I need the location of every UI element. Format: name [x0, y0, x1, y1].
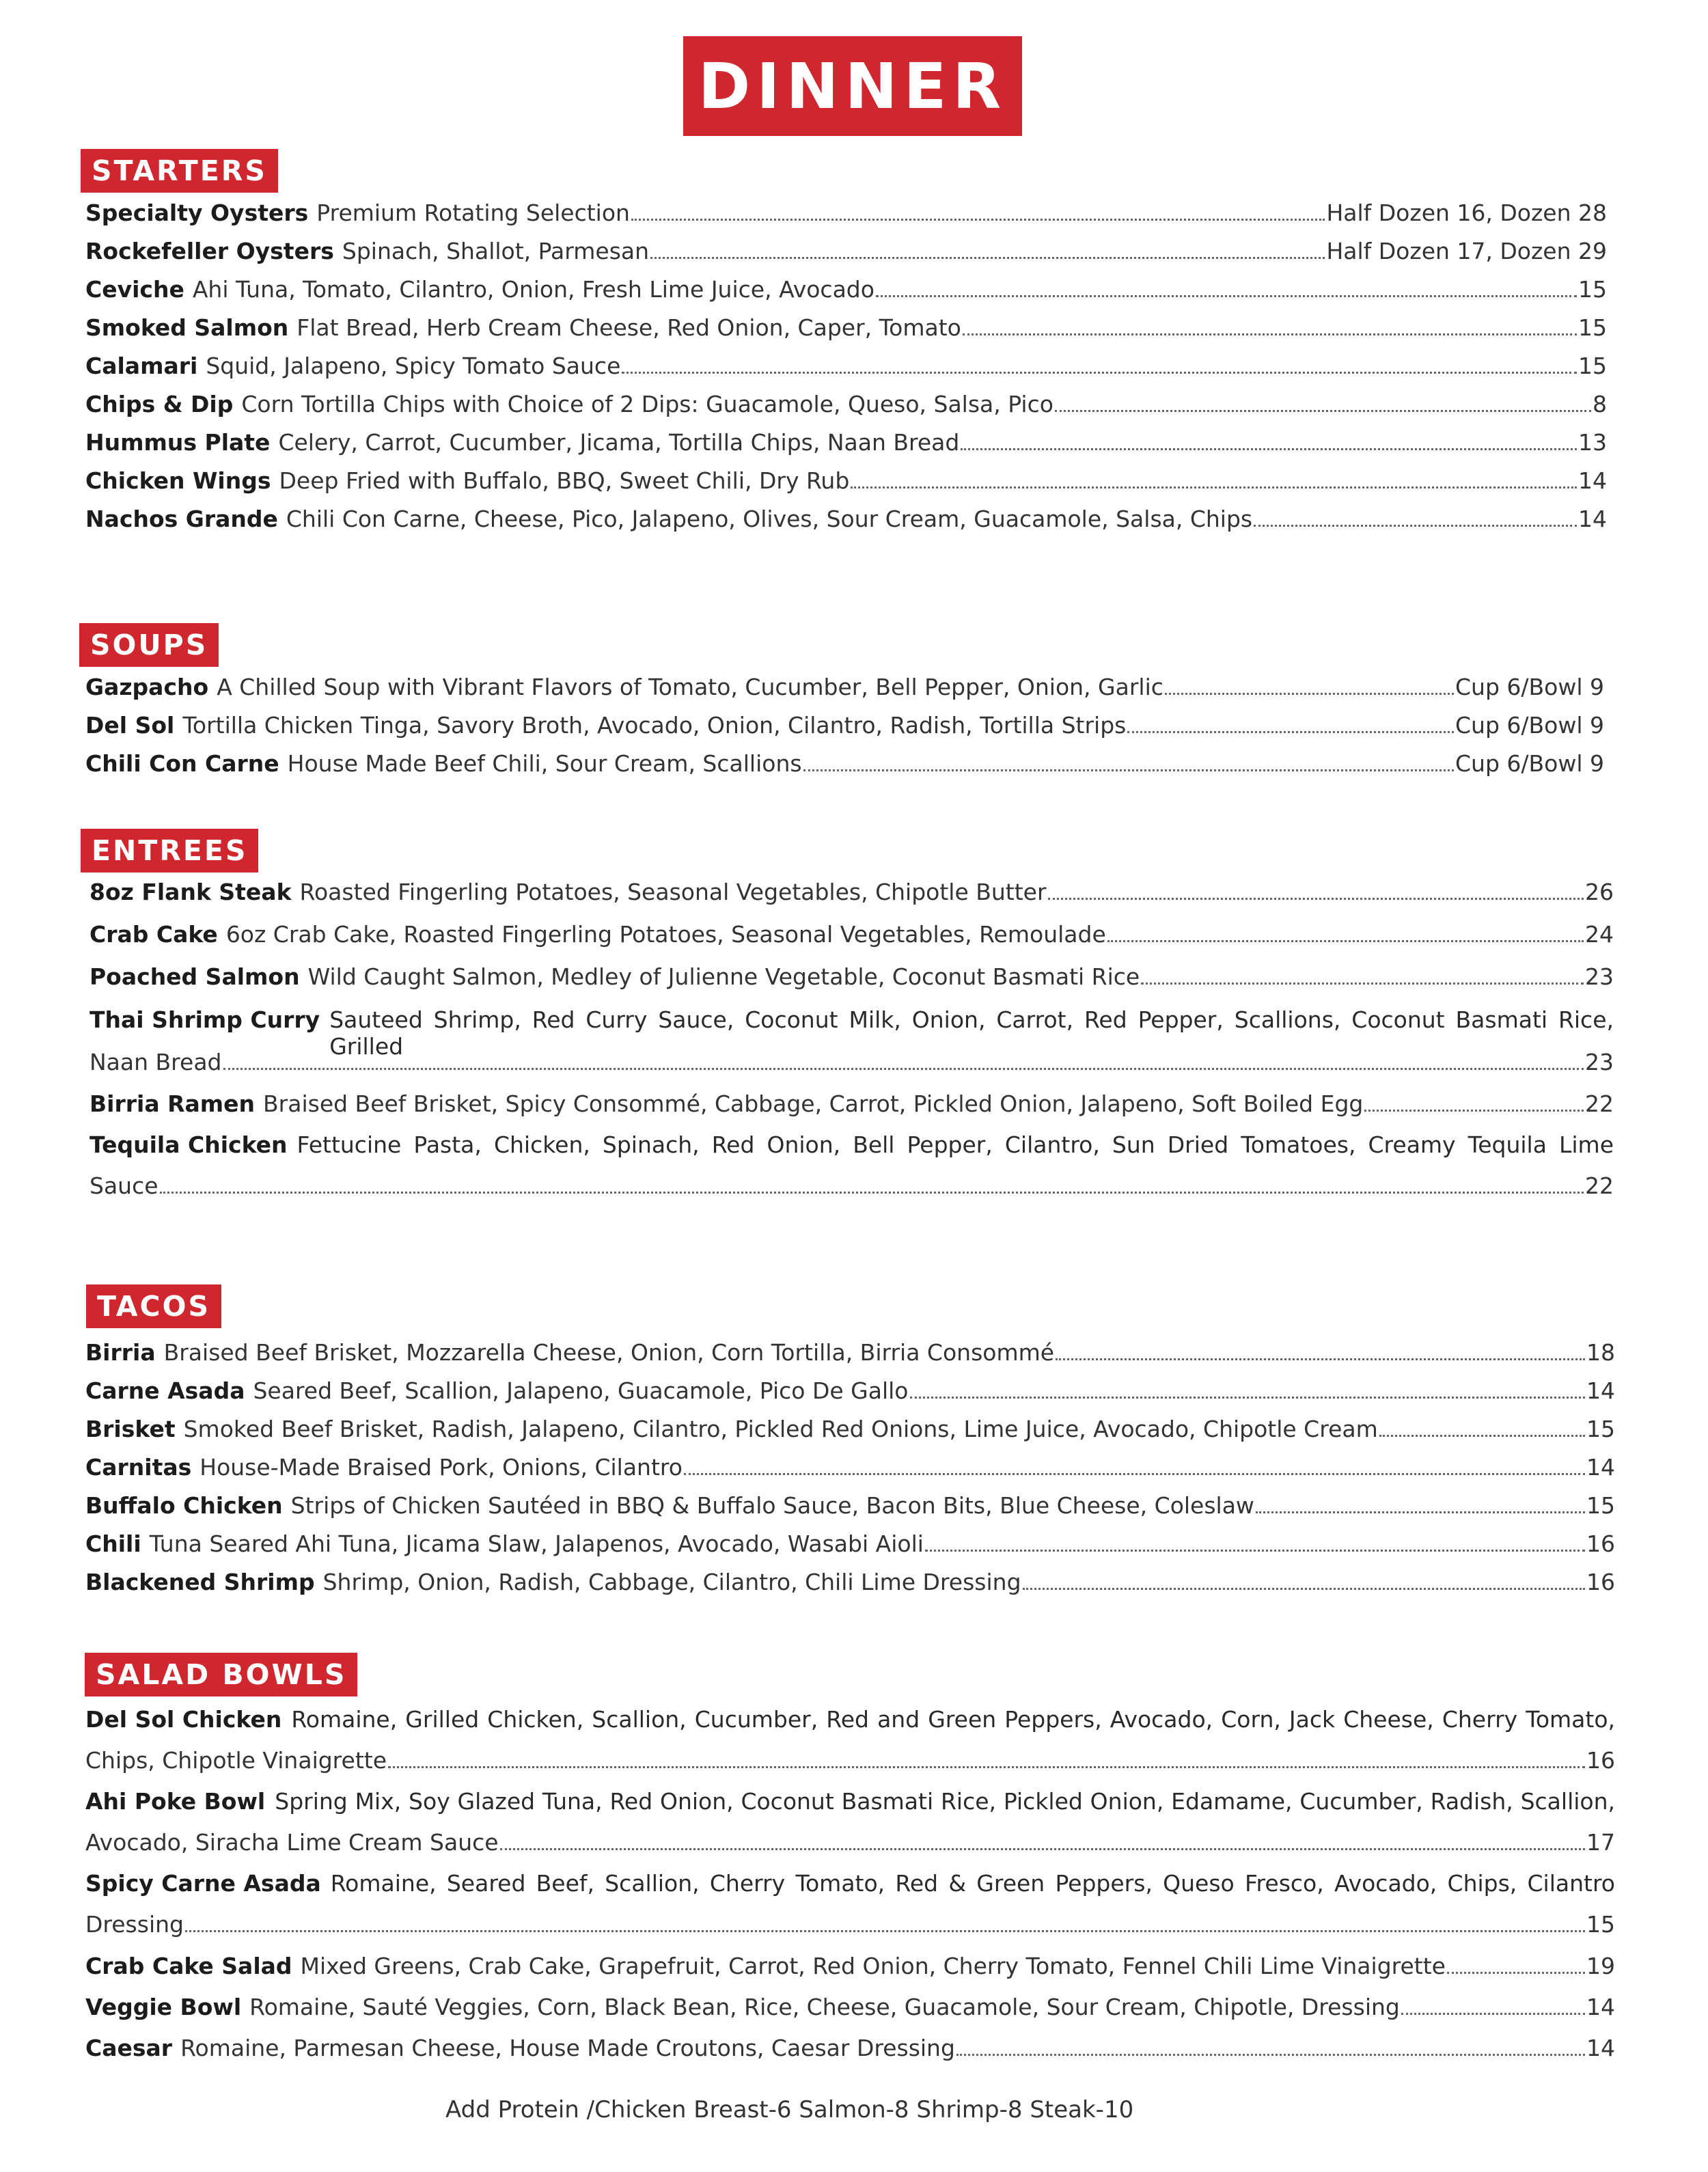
item-name: Ceviche — [85, 276, 184, 303]
item-name: Calamari — [85, 353, 198, 379]
menu-item-continued — [85, 1911, 1615, 1938]
menu-item — [85, 1377, 1615, 1404]
menu-item — [85, 1788, 1615, 1815]
item-name: Nachos Grande — [85, 506, 278, 532]
item-name: Chili Con Carne — [85, 750, 279, 777]
dot-leader — [1107, 940, 1584, 942]
item-description-continued: Avocado, Siracha Lime Cream Sauce — [85, 1829, 499, 1856]
item-price: 15 — [1578, 314, 1607, 341]
item-name: Specialty Oysters — [85, 200, 309, 226]
item-description: Spinach, Shallot, Parmesan — [342, 238, 650, 264]
item-price: 17 — [1586, 1829, 1615, 1856]
menu-item — [85, 314, 1607, 341]
item-name: Blackened Shrimp — [85, 1569, 315, 1595]
item-name: Birria — [85, 1339, 156, 1366]
dot-leader — [1127, 731, 1454, 733]
item-price: 13 — [1578, 429, 1607, 456]
menu-item — [85, 2035, 1615, 2061]
item-description: Roasted Fingerling Potatoes, Seasonal Vegetables, Chipotle Butter — [299, 879, 1047, 905]
dot-leader — [500, 1848, 1585, 1850]
item-description: Tortilla Chicken Tinga, Savory Broth, Avocado, Onion, Cilantro, Radish, Tortilla Strips — [182, 712, 1127, 739]
item-description: Braised Beef Brisket, Mozzarella Cheese, Onion, Corn Tortilla, Birria Consommé — [163, 1339, 1055, 1366]
dot-leader — [160, 1192, 1584, 1194]
item-description: Braised Beef Brisket, Spicy Consommé, Cabbage, Carrot, Pickled Onion, Jalapeno, Soft Boiled Egg — [263, 1090, 1364, 1117]
item-description: Seared Beef, Scallion, Jalapeno, Guacamole, Pico De Gallo — [253, 1377, 909, 1404]
item-price: 14 — [1578, 506, 1607, 532]
dot-leader — [1447, 1972, 1585, 1974]
menu-item — [85, 200, 1607, 226]
menu-item — [85, 1994, 1615, 2020]
item-name: Carnitas — [85, 1454, 192, 1481]
item-price: 16 — [1586, 1530, 1615, 1557]
item-price: 15 — [1578, 276, 1607, 303]
dot-leader — [961, 448, 1577, 450]
item-name: Carne Asada — [85, 1377, 245, 1404]
menu-item-continued — [89, 1172, 1614, 1199]
add-protein-note: Add Protein /Chicken Breast-6 Salmon-8 Shrimp-8 Steak-10 — [445, 2096, 1134, 2123]
menu-item — [85, 1530, 1615, 1557]
item-description: Spring Mix, Soy Glazed Tuna, Red Onion, Coconut Basmati Rice, Pickled Onion, Edamame, Cucumber, Radish, Scallion, — [275, 1788, 1615, 1815]
item-name: Ahi Poke Bowl — [85, 1788, 266, 1815]
item-description: Romaine, Sauté Veggies, Corn, Black Bean, Rice, Cheese, Guacamole, Sour Cream, Chipotle, Dressing — [249, 1994, 1400, 2020]
menu-item — [89, 1090, 1614, 1117]
item-price: 18 — [1586, 1339, 1615, 1366]
menu-item — [85, 712, 1604, 739]
item-price: 23 — [1585, 963, 1614, 990]
item-description: Romaine, Grilled Chicken, Scallion, Cucumber, Red and Green Peppers, Avocado, Corn, Jack Cheese, Cherry Tomato, — [291, 1706, 1615, 1733]
item-price: 16 — [1586, 1747, 1615, 1774]
dot-leader — [803, 769, 1454, 771]
item-price: Cup 6/Bowl 9 — [1455, 750, 1604, 777]
item-description: Strips of Chicken Sautéed in BBQ & Buffalo Sauce, Bacon Bits, Blue Cheese, Coleslaw — [290, 1492, 1254, 1519]
item-name: Spicy Carne Asada — [85, 1870, 321, 1897]
item-price: 14 — [1586, 1994, 1615, 2020]
entrees-heading: ENTREES — [81, 829, 258, 872]
item-description-continued: Dressing — [85, 1911, 184, 1938]
item-name: Chicken Wings — [85, 467, 271, 494]
item-description: Romaine, Seared Beef, Scallion, Cherry Tomato, Red & Green Peppers, Queso Fresco, Avocado, Chips, Cilantro — [330, 1870, 1615, 1897]
dot-leader — [956, 2054, 1585, 2056]
dot-leader — [185, 1930, 1585, 1932]
item-description: 6oz Crab Cake, Roasted Fingerling Potatoes, Seasonal Vegetables, Remoulade — [225, 921, 1106, 948]
item-price: 24 — [1585, 921, 1614, 948]
item-name: Rockefeller Oysters — [85, 238, 334, 264]
item-description: Wild Caught Salmon, Medley of Julienne Vegetable, Coconut Basmati Rice — [307, 963, 1140, 990]
dot-leader — [223, 1068, 1584, 1070]
salad-bowls-heading: SALAD BOWLS — [85, 1653, 357, 1696]
menu-item — [85, 1416, 1615, 1442]
item-description: Celery, Carrot, Cucumber, Jicama, Tortilla Chips, Naan Bread — [278, 429, 960, 456]
item-description-continued: Naan Bread — [89, 1049, 222, 1075]
starters-heading: STARTERS — [81, 149, 278, 193]
item-name: Del Sol Chicken — [85, 1706, 282, 1733]
item-price: 19 — [1586, 1953, 1615, 1979]
item-description-continued: Sauce — [89, 1172, 159, 1199]
item-description: Premium Rotating Selection — [316, 200, 630, 226]
item-price: 22 — [1585, 1090, 1614, 1117]
menu-item — [85, 276, 1607, 303]
menu-item — [85, 1339, 1615, 1366]
menu-item — [85, 506, 1607, 532]
item-price: 15 — [1586, 1492, 1615, 1519]
item-price: 14 — [1586, 2035, 1615, 2061]
item-name: Buffalo Chicken — [85, 1492, 283, 1519]
dot-leader — [1254, 525, 1577, 527]
dot-leader — [650, 257, 1325, 259]
item-description: Flat Bread, Herb Cream Cheese, Red Onion, Caper, Tomato — [297, 314, 961, 341]
dot-leader — [1256, 1511, 1585, 1513]
menu-item — [85, 391, 1607, 417]
item-name: Hummus Plate — [85, 429, 271, 456]
item-price: 14 — [1578, 467, 1607, 494]
menu-item — [85, 1454, 1615, 1481]
item-description: Squid, Jalapeno, Spicy Tomato Sauce — [206, 353, 621, 379]
item-description: Mixed Greens, Crab Cake, Grapefruit, Carrot, Red Onion, Cherry Tomato, Fennel Chili Lime Vinaigrette — [300, 1953, 1446, 1979]
dot-leader — [1048, 898, 1584, 900]
item-price: 22 — [1585, 1172, 1614, 1199]
item-price: Cup 6/Bowl 9 — [1455, 712, 1604, 739]
menu-item — [89, 921, 1614, 948]
item-description: Tuna Seared Ahi Tuna, Jicama Slaw, Jalapenos, Avocado, Wasabi Aioli — [149, 1530, 924, 1557]
tacos-heading: TACOS — [86, 1284, 221, 1328]
item-name: Brisket — [85, 1416, 176, 1442]
item-description: Sauteed Shrimp, Red Curry Sauce, Coconut Milk, Onion, Carrot, Red Pepper, Scallions, Coconut Basmati Rice, Grilled — [329, 1006, 1614, 1060]
menu-item — [85, 1870, 1615, 1897]
dot-leader — [1056, 1358, 1585, 1360]
item-price: Half Dozen 16, Dozen 28 — [1326, 200, 1607, 226]
dot-leader — [622, 372, 1577, 374]
item-description: House Made Beef Chili, Sour Cream, Scallions — [287, 750, 802, 777]
dot-leader — [925, 1550, 1585, 1552]
item-description: House-Made Braised Pork, Onions, Cilantro — [199, 1454, 683, 1481]
item-price: 26 — [1585, 879, 1614, 905]
menu-item-continued — [85, 1829, 1615, 1856]
menu-item — [89, 963, 1614, 990]
menu-item — [89, 1131, 1614, 1158]
item-description: Shrimp, Onion, Radish, Cabbage, Cilantro, Chili Lime Dressing — [322, 1569, 1021, 1595]
menu-item — [85, 1569, 1615, 1595]
item-name: Crab Cake Salad — [85, 1953, 292, 1979]
dot-leader — [631, 219, 1325, 221]
item-description: Deep Fried with Buffalo, BBQ, Sweet Chili, Dry Rub — [279, 467, 850, 494]
item-name: Smoked Salmon — [85, 314, 289, 341]
dot-leader — [876, 295, 1577, 297]
item-description: Chili Con Carne, Cheese, Pico, Jalapeno, Olives, Sour Cream, Guacamole, Salsa, Chips — [286, 506, 1253, 532]
item-name: Chili — [85, 1530, 141, 1557]
item-name: Chips & Dip — [85, 391, 234, 417]
item-price: 8 — [1593, 391, 1607, 417]
item-name: Del Sol — [85, 712, 175, 739]
dot-leader — [910, 1397, 1586, 1399]
item-name: Birria Ramen — [89, 1090, 256, 1117]
item-name: Gazpacho — [85, 674, 209, 700]
item-name: Caesar — [85, 2035, 173, 2061]
soups-heading: SOUPS — [79, 623, 219, 667]
item-price: 23 — [1585, 1049, 1614, 1075]
menu-item-continued — [85, 1747, 1615, 1774]
dot-leader — [851, 486, 1577, 489]
dot-leader — [388, 1766, 1585, 1768]
dot-leader — [1364, 1110, 1584, 1112]
menu-title-banner — [683, 36, 1022, 136]
item-price: Cup 6/Bowl 9 — [1455, 674, 1604, 700]
menu-item — [85, 429, 1607, 456]
item-description: Fettucine Pasta, Chicken, Spinach, Red Onion, Bell Pepper, Cilantro, Sun Dried Tomatoes, Creamy Tequila Lime — [297, 1131, 1614, 1158]
item-name: Poached Salmon — [89, 963, 300, 990]
item-price: 15 — [1578, 353, 1607, 379]
menu-item — [85, 1492, 1615, 1519]
item-price: Half Dozen 17, Dozen 29 — [1326, 238, 1607, 264]
item-name: Tequila Chicken — [89, 1131, 288, 1158]
item-price: 16 — [1586, 1569, 1615, 1595]
menu-item — [85, 674, 1604, 700]
menu-item-continued — [89, 1049, 1614, 1075]
dot-leader — [1401, 2013, 1585, 2015]
item-price: 14 — [1586, 1377, 1615, 1404]
item-description: Ahi Tuna, Tomato, Cilantro, Onion, Fresh Lime Juice, Avocado — [192, 276, 874, 303]
menu-item — [89, 879, 1614, 905]
dot-leader — [1165, 693, 1454, 695]
item-description: A Chilled Soup with Vibrant Flavors of Tomato, Cucumber, Bell Pepper, Onion, Garlic — [217, 674, 1163, 700]
dot-leader — [963, 333, 1577, 335]
item-price: 14 — [1586, 1454, 1615, 1481]
item-description: Corn Tortilla Chips with Choice of 2 Dips: Guacamole, Queso, Salsa, Pico — [241, 391, 1053, 417]
dot-leader — [1379, 1435, 1585, 1437]
dot-leader — [1055, 410, 1591, 412]
menu-title: DINNER — [698, 49, 1008, 123]
item-price: 15 — [1586, 1911, 1615, 1938]
dot-leader — [1141, 982, 1584, 985]
menu-item — [85, 353, 1607, 379]
menu-item — [85, 238, 1607, 264]
item-description-continued: Chips, Chipotle Vinaigrette — [85, 1747, 387, 1774]
dot-leader — [1023, 1588, 1585, 1590]
menu-item — [85, 467, 1607, 494]
item-name: Crab Cake — [89, 921, 218, 948]
menu-item — [85, 1953, 1615, 1979]
item-name: Thai Shrimp Curry — [89, 1006, 320, 1033]
item-name: 8oz Flank Steak — [89, 879, 292, 905]
item-description: Smoked Beef Brisket, Radish, Jalapeno, Cilantro, Pickled Red Onions, Lime Juice, Avocado, Chipotle Cream — [183, 1416, 1378, 1442]
item-price: 15 — [1586, 1416, 1615, 1442]
item-name: Veggie Bowl — [85, 1994, 242, 2020]
menu-item — [85, 1706, 1615, 1733]
dot-leader — [684, 1473, 1585, 1475]
item-description: Romaine, Parmesan Cheese, House Made Croutons, Caesar Dressing — [180, 2035, 955, 2061]
menu-item — [85, 750, 1604, 777]
